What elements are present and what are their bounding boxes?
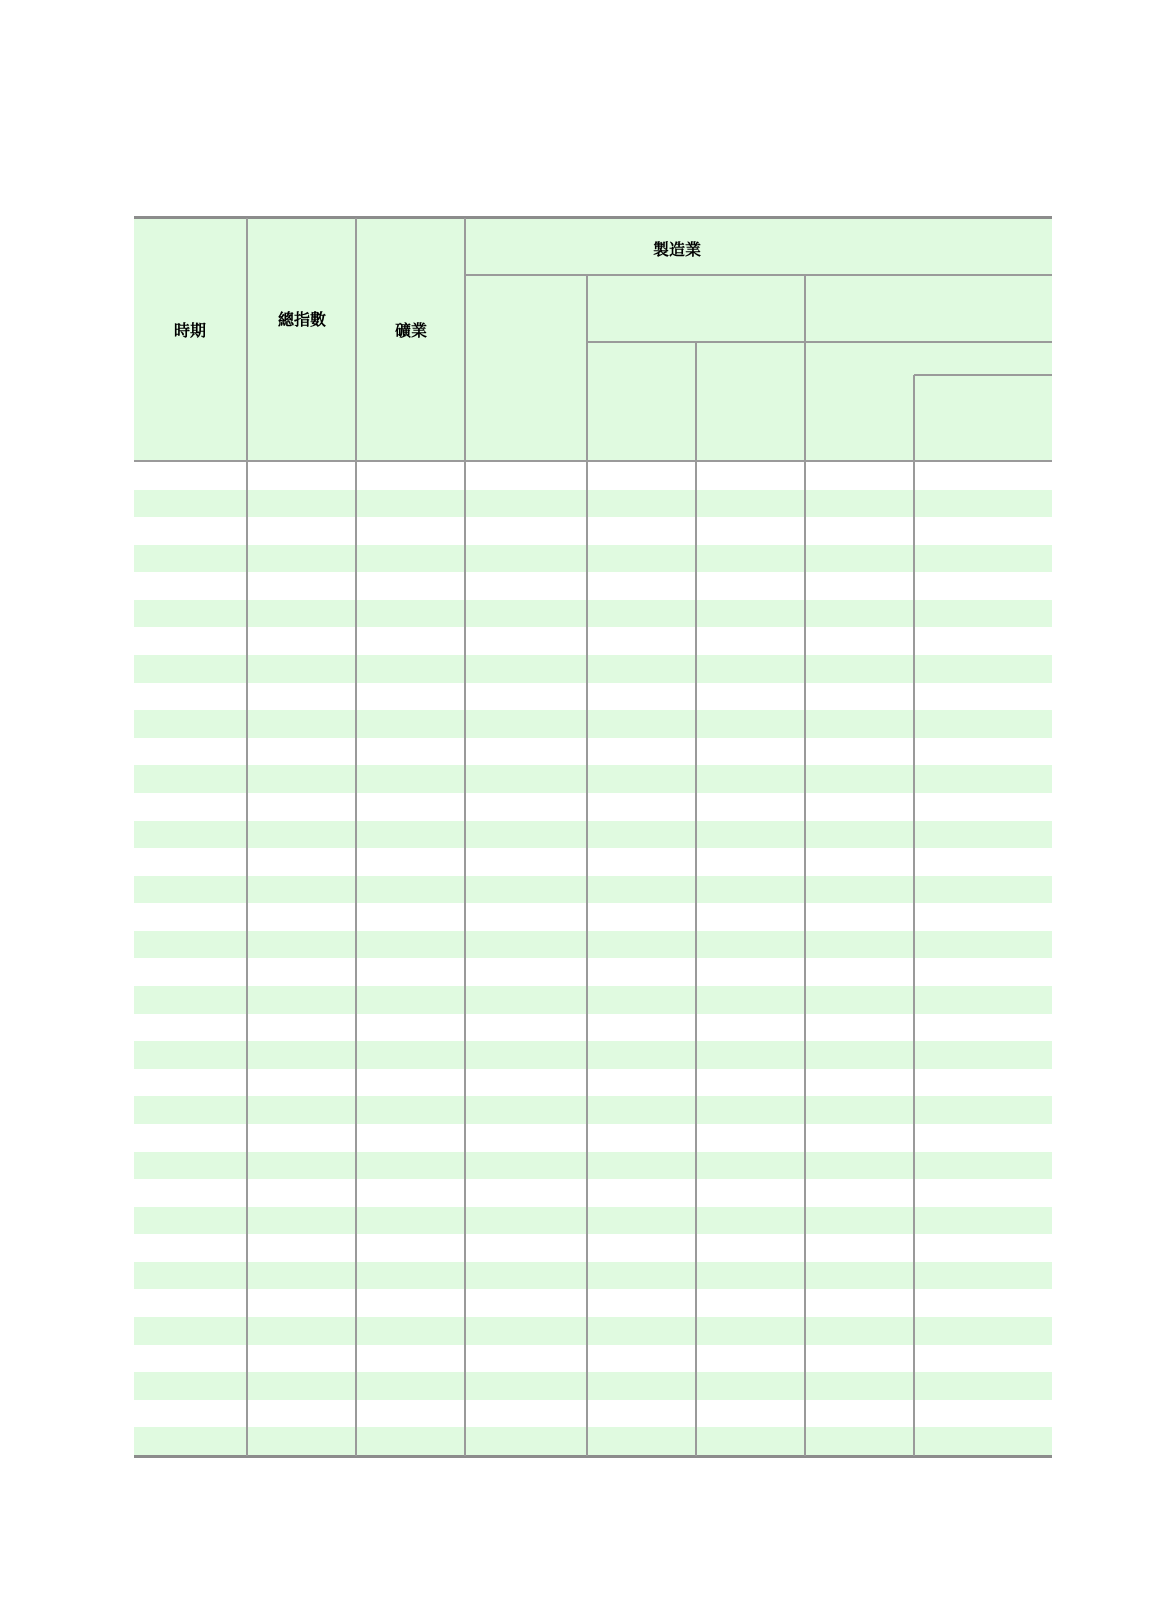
header-manufacturing: 製造業 [652,240,702,259]
column-divider [695,342,697,1456]
column-divider [586,275,588,1456]
column-divider [913,375,915,1456]
column-divider [246,218,248,1456]
header-general-index: 總指數 [277,310,327,329]
table-top-rule [134,216,1052,219]
header-mining: 礦業 [394,321,428,340]
header-rule-level2 [587,341,1052,343]
header-period: 時期 [173,321,207,340]
column-divider [464,218,466,1456]
header-rule-level3 [914,374,1052,376]
column-divider [804,275,806,1456]
column-divider [355,218,357,1456]
header-rule-manufacturing [465,274,1052,276]
